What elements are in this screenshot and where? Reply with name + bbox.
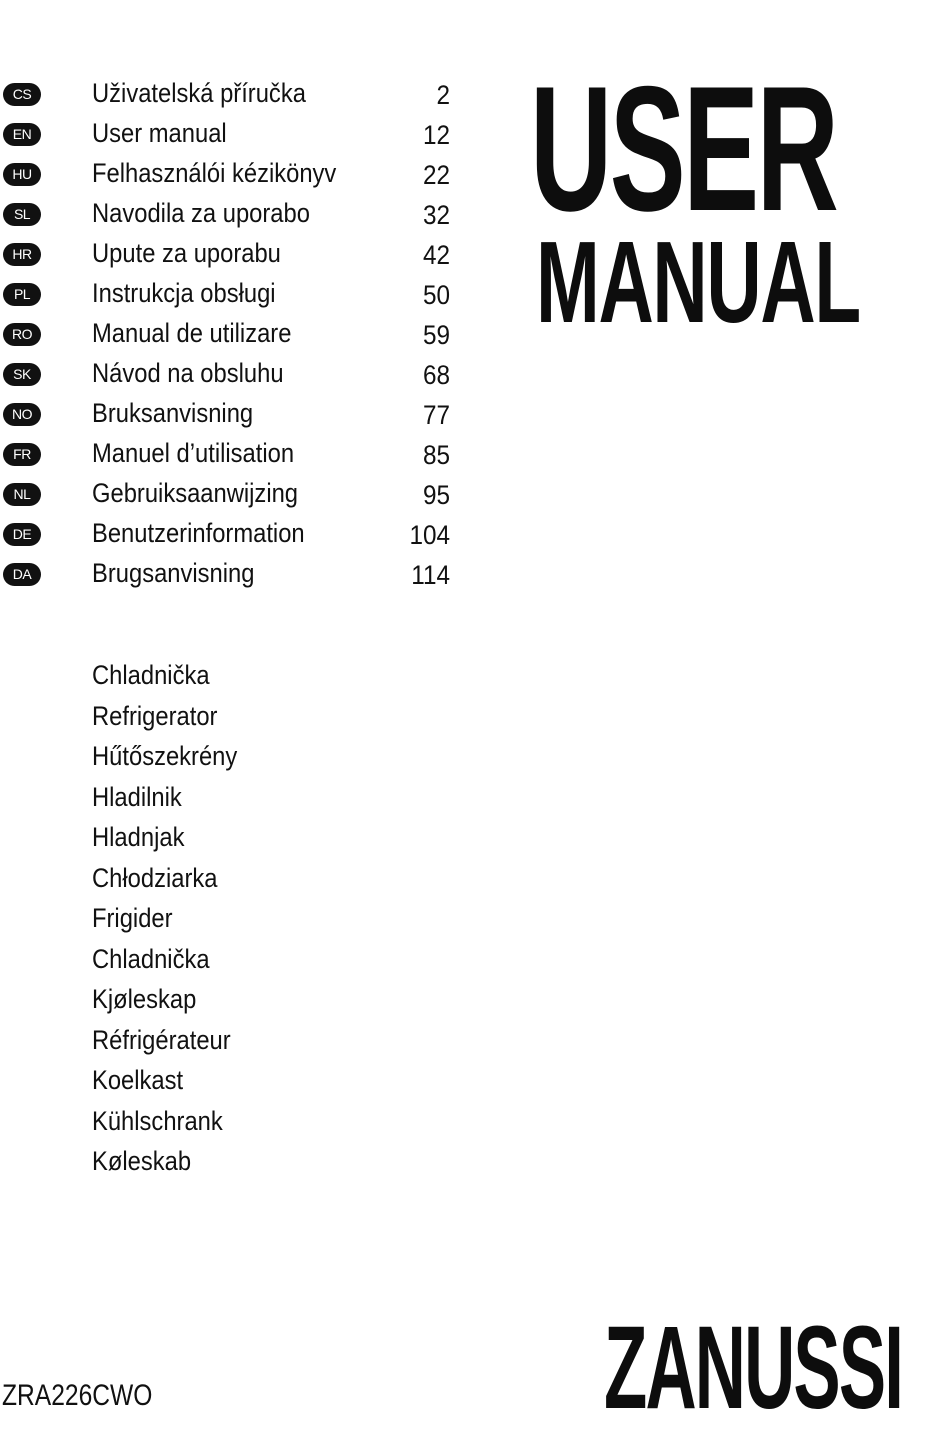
language-badge: DA	[3, 563, 41, 586]
page-number: 42	[422, 240, 450, 270]
toc-row-nl	[0, 472, 470, 512]
manual-title: Brugsanvisning	[92, 558, 255, 588]
language-badge: NO	[3, 403, 41, 426]
product-name: Chłodziarka	[92, 862, 218, 893]
manual-title: Bruksanvisning	[92, 398, 254, 428]
model-number: ZRA226CWO	[2, 1379, 153, 1412]
manual-title: Navodila za uporabo	[92, 198, 310, 228]
language-index	[0, 72, 470, 592]
manual-title: Manual de utilizare	[92, 318, 292, 348]
page-number: 104	[409, 520, 450, 550]
toc-row-sl	[0, 192, 470, 232]
product-name: Hladnjak	[92, 822, 185, 852]
toc-row-pl	[0, 272, 470, 312]
page-number: 32	[422, 200, 450, 230]
product-name: Køleskab	[92, 1146, 192, 1176]
toc-row-en	[0, 112, 470, 152]
language-badge: NL	[3, 483, 41, 506]
brand-logo: ZANUSSI	[604, 1302, 903, 1434]
product-name: Kühlschrank	[92, 1105, 223, 1136]
language-badge: SK	[3, 363, 41, 386]
page-number: 59	[422, 320, 450, 350]
heading-line-manual: MANUAL	[536, 217, 860, 347]
toc-row-da	[0, 552, 470, 592]
heading-line-user: USER	[530, 49, 837, 248]
manual-title: Felhasználói kézikönyv	[92, 158, 337, 188]
page-number: 77	[422, 400, 450, 430]
manual-title: User manual	[92, 118, 227, 148]
manual-title: Návod na obsluhu	[92, 358, 284, 388]
toc-row-hr	[0, 232, 470, 272]
toc-row-hu	[0, 152, 470, 192]
toc-row-sk	[0, 352, 470, 392]
product-name: Koelkast	[92, 1065, 184, 1095]
language-badge: EN	[3, 123, 41, 146]
product-name: Réfrigérateur	[92, 1024, 231, 1055]
toc-row-fr	[0, 432, 470, 472]
page-number: 68	[422, 360, 450, 390]
language-badge: HR	[3, 243, 41, 266]
language-badge: FR	[3, 443, 41, 466]
language-badge: RO	[3, 323, 41, 346]
manual-title: Manuel d’utilisation	[92, 438, 295, 468]
product-name: Chladnička	[92, 660, 210, 690]
product-name: Hűtőszekrény	[92, 741, 238, 771]
page-number: 22	[422, 160, 450, 190]
manual-title: Instrukcja obsługi	[92, 278, 276, 308]
product-name: Chladnička	[92, 943, 210, 974]
page-number: 85	[422, 440, 450, 470]
page-number: 2	[436, 80, 450, 110]
page-number: 50	[422, 280, 450, 310]
language-badge: HU	[3, 163, 41, 186]
page-number: 114	[411, 560, 450, 590]
language-badge: CS	[3, 83, 41, 106]
product-name: Frigider	[92, 903, 173, 933]
page-number: 12	[422, 120, 450, 150]
manual-title: Uživatelská příručka	[92, 78, 306, 108]
toc-row-no	[0, 392, 470, 432]
manual-title: Upute za uporabu	[92, 238, 281, 268]
language-badge: PL	[3, 283, 41, 306]
manual-title: Benutzerinformation	[92, 518, 305, 548]
page-number: 95	[422, 480, 450, 510]
product-name: Kjøleskap	[92, 984, 197, 1014]
product-name: Hladilnik	[92, 781, 182, 812]
language-badge: SL	[3, 203, 41, 226]
product-name-list	[92, 655, 257, 1182]
language-badge: DE	[3, 523, 41, 546]
manual-title: Gebruiksaanwijzing	[92, 478, 299, 508]
toc-row-de	[0, 512, 470, 552]
toc-row-cs	[0, 72, 470, 112]
product-name: Refrigerator	[92, 700, 218, 731]
toc-row-ro	[0, 312, 470, 352]
